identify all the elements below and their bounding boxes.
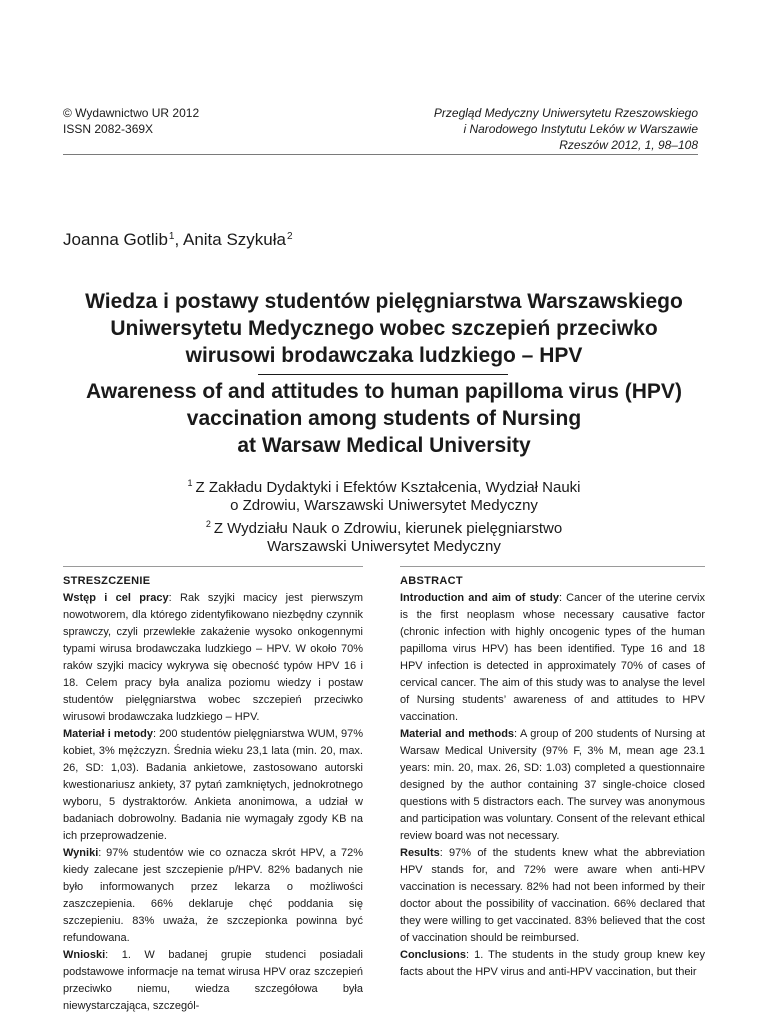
- section-label: Materiał i metody: [63, 728, 153, 740]
- title-english: [70, 378, 698, 459]
- abstract-divider: [63, 566, 363, 567]
- affiliation-line: Warszawski Uniwersytet Medyczny: [267, 538, 501, 555]
- copyright-line: © Wydawnictwo UR 2012: [63, 106, 200, 120]
- affiliation-line: $^2$ Z Wydziału Nauk o Zdrowiu, kierunek pielęgniarstwo: [205, 519, 563, 537]
- section-label: Results: [400, 847, 440, 859]
- section-text: : A group of 200 students of Nursing at Warsaw Medical University (97% F, 3% M, mean age 23.1 years: min. 20, max. 26, SD: 1.03) completed a questionnaire designed by the author containing 37 single-choice closed questions with 5 distractors each. The survey was anonymous and participation was voluntary. Consent of the relevant ethical review board was not necessary.: [400, 728, 706, 842]
- section-text: : Cancer of the uterine cervix is the first neoplasm whose necessary causative factor (chronic infection with highly oncogenic types of the human papilloma virus HPV) has been identified. Type 16 and 18 HPV infection is detected in approximately 70% of cases of cervical cancer. The aim of this study was to analyse the level of Nursing students’ awareness of and attitudes to HPV vaccination.: [400, 592, 705, 723]
- abstract-heading: STRESZCZENIE: [63, 575, 151, 587]
- affiliation-number: 2: [205, 519, 211, 529]
- affiliation-line: o Zdrowiu, Warszawski Uniwersytet Medyczny: [230, 497, 538, 514]
- author-affiliation-mark: 1: [168, 231, 175, 242]
- title-line: Wiedza i postawy studentów pielęgniarstwa Warszawskiego: [85, 290, 683, 313]
- title-polish: [70, 288, 698, 369]
- section-label: Introduction and aim of study: [400, 592, 559, 604]
- abstract-section: [63, 845, 363, 947]
- section-text: : Rak szyjki macicy jest pierwszym nowotworem, dla którego zidentyfikowano niezbędny czynnik sprawczy, czyli przewlekłe zakażenie wysoko onkogennymi typami wirusa brodawczaka ludzkiego – HPV. W około 70% raków szyjki macicy wykrywa się obecność typów HPV 16 i 18. Celem pracy była analiza poziomu wiedzy i postaw studentów pielęgniarstwa wobec szczepień przeciwko wirusowi brodawczaka ludzkiego – HPV.: [63, 592, 363, 723]
- title-line: vaccination among students of Nursing: [186, 407, 582, 430]
- abstract-polish: [63, 566, 363, 1015]
- author-list: [63, 230, 293, 250]
- author-name: Joanna Gotlib: [63, 230, 168, 249]
- abstract-divider: [400, 566, 705, 567]
- title-divider: [258, 374, 508, 375]
- title-line: Awareness of and attitudes to human papilloma virus (HPV): [86, 380, 682, 403]
- section-text: : 1. W badanej grupie studenci posiadali podstawowe informacje na temat wirusa HPV oraz szczepień przeciwko niemu, wiedza szczegółowa była niewystarczająca, szczegól-: [63, 949, 363, 1012]
- title-line: Uniwersytetu Medycznego wobec szczepień przeciwko: [110, 317, 658, 340]
- abstract-heading: ABSTRACT: [400, 575, 463, 587]
- abstract-section: [63, 590, 363, 726]
- journal-name-line-1: Przegląd Medyczny Uniwersytetu Rzeszowskiego: [433, 106, 698, 120]
- section-label: Conclusions: [400, 949, 467, 961]
- abstract-section: [400, 726, 705, 845]
- abstract-section: [400, 590, 705, 726]
- section-text: : 97% of the students knew what the abbreviation HPV stands for, and 72% were aware when anti-HPV vaccination is necessary. 82% had not been informed by their doctor about the possibility of vaccination. 66% declared that they were willing to get vaccinated. 83% believed that the cost of vaccination should be reimbursed.: [400, 847, 705, 944]
- author-separator: ,: [174, 230, 183, 249]
- affiliations: [100, 474, 668, 556]
- section-label: Material and methods: [400, 728, 515, 740]
- journal-issue-line: Rzeszów 2012, 1, 98–108: [559, 138, 698, 152]
- abstract-section: [400, 845, 705, 947]
- title-line: at Warsaw Medical University: [237, 434, 531, 457]
- author-name: Anita Szykuła: [182, 230, 286, 249]
- abstract-english: [400, 566, 705, 981]
- section-label: Wstęp i cel pracy: [63, 592, 169, 604]
- section-label: Wnioski: [63, 949, 106, 961]
- journal-info: [434, 105, 698, 153]
- abstract-section: [63, 726, 363, 845]
- section-text: : 97% studentów wie co oznacza skrót HPV, a 72% kiedy zalecane jest szczepienie p/HPV. 82% badanych nie było informowanych przez lekarza o możliwości zaszczepienia. 66% deklaruje chęć poddania się szczepieniu. 83% uważa, że szczepionka powinna być refundowana.: [63, 847, 363, 944]
- abstract-section: [400, 947, 705, 981]
- affiliation-line: $^1$ Z Zakładu Dydaktyki i Efektów Kształcenia, Wydział Nauki: [187, 478, 581, 496]
- header-divider: [63, 154, 698, 155]
- author-affiliation-mark: 2: [286, 231, 293, 242]
- journal-name-line-2: i Narodowego Instytutu Leków w Warszawie: [463, 122, 698, 136]
- title-line: wirusowi brodawczaka ludzkiego – HPV: [185, 344, 583, 367]
- abstract-section: [63, 947, 363, 1015]
- publisher-info: [63, 105, 199, 137]
- section-text: : 1. The students in the study group knew key facts about the HPV virus and anti-HPV vaccination, but their: [400, 949, 705, 978]
- issn-line: ISSN 2082-369X: [63, 122, 154, 136]
- affiliation-number: 1: [187, 478, 193, 488]
- section-label: Wyniki: [63, 847, 99, 859]
- section-text: : 200 studentów pielęgniarstwa WUM, 97% kobiet, 3% mężczyzn. Średnia wieku 23,1 lata (min. 20, max. 26, SD: 1,03). Badania ankietowe, zastosowano autorski kwestionariusz ankiety, 37 pytań zamkniętych, jednokrotnego wyboru, 5 dystraktorów. Ankieta anonimowa, a udział w badaniach dobrowolny. Badania nie wymagały zgody KB na ich przeprowadzenie.: [63, 728, 364, 842]
